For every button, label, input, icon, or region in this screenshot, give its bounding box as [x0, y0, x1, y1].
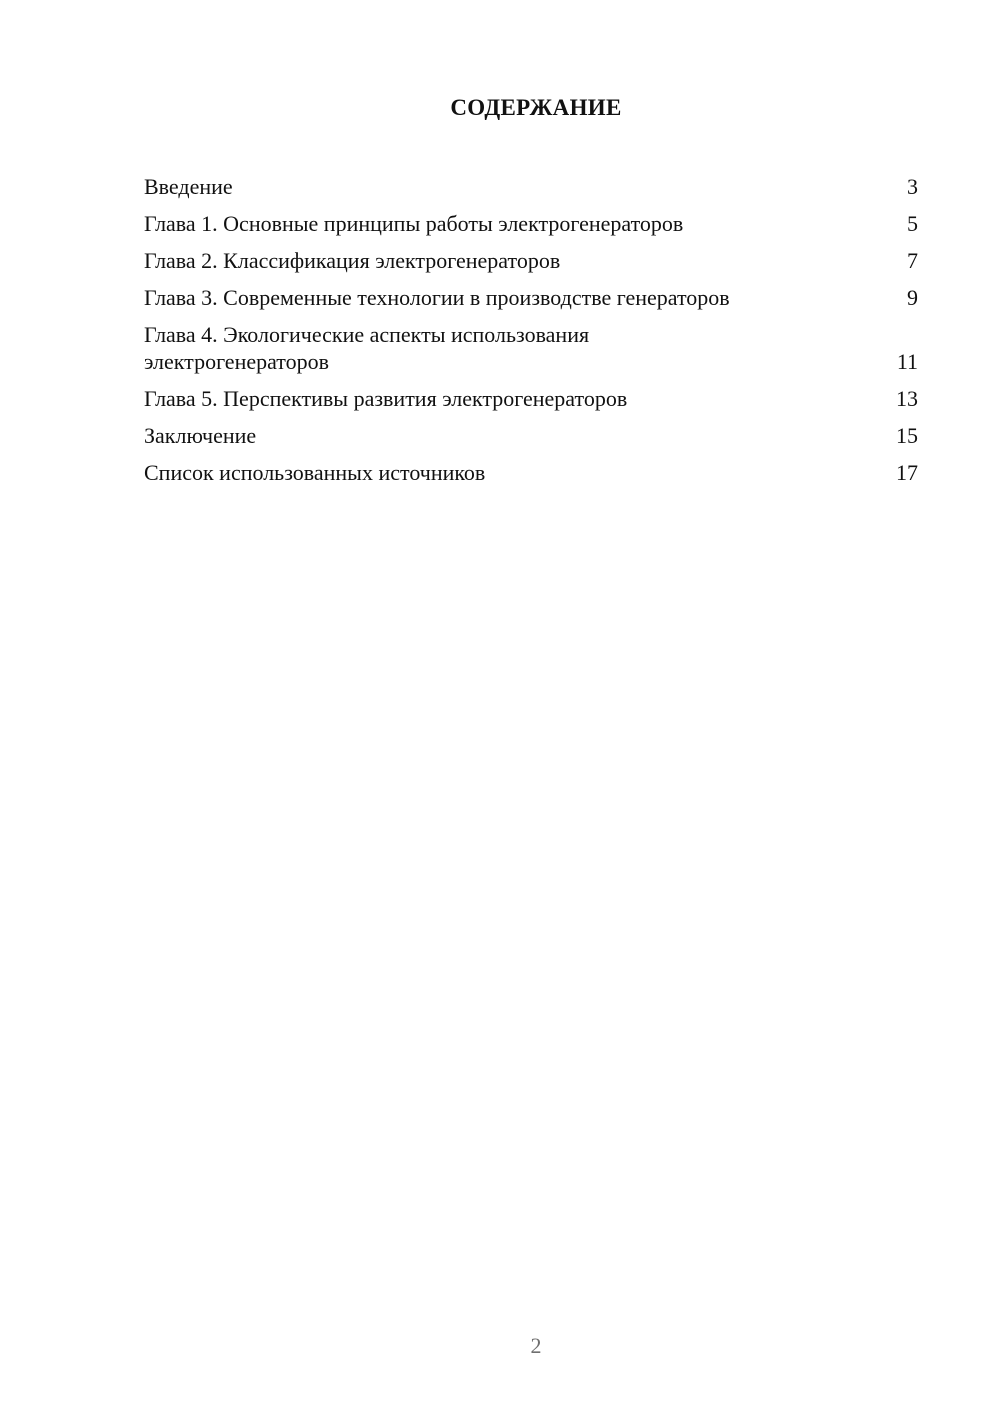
- table-of-contents: [144, 168, 918, 491]
- toc-entry-label: Введение: [144, 174, 233, 199]
- toc-entry-chapter-4[interactable]: [144, 316, 918, 380]
- page-title: СОДЕРЖАНИЕ: [450, 95, 622, 120]
- toc-entry-references[interactable]: [144, 454, 918, 491]
- toc-entry-page: 15: [896, 423, 918, 448]
- toc-entry-conclusion[interactable]: [144, 417, 918, 454]
- toc-entry-page: 13: [896, 386, 918, 411]
- toc-entry-chapter-5[interactable]: [144, 380, 918, 417]
- toc-entry-page: 17: [896, 460, 918, 485]
- toc-entry-label: Глава 3. Современные технологии в производстве генераторов: [144, 285, 730, 310]
- toc-entry-label: Глава 2. Классификация электрогенераторов: [144, 248, 561, 273]
- page-number: 2: [530, 1333, 542, 1358]
- toc-entry-chapter-2[interactable]: [144, 242, 918, 279]
- toc-entry-page: 3: [907, 174, 918, 199]
- toc-entry-page: 7: [907, 248, 918, 273]
- toc-entry-chapter-3[interactable]: [144, 279, 918, 316]
- toc-entry-page: 5: [907, 211, 918, 236]
- toc-entry-label: Заключение: [144, 423, 257, 448]
- toc-entry-page: 9: [907, 285, 918, 310]
- toc-entry-chapter-1[interactable]: [144, 205, 918, 242]
- toc-entry-label: Глава 1. Основные принципы работы электрогенераторов: [144, 211, 684, 236]
- toc-entry-label: Глава 5. Перспективы развития электрогенераторов: [144, 386, 628, 411]
- toc-entry-introduction[interactable]: [144, 168, 918, 205]
- toc-entry-label: Список использованных источников: [144, 460, 486, 485]
- toc-entry-page: 11: [896, 349, 918, 374]
- toc-entry-label: Глава 4. Экологические аспекты использования электрогенераторов: [144, 322, 590, 374]
